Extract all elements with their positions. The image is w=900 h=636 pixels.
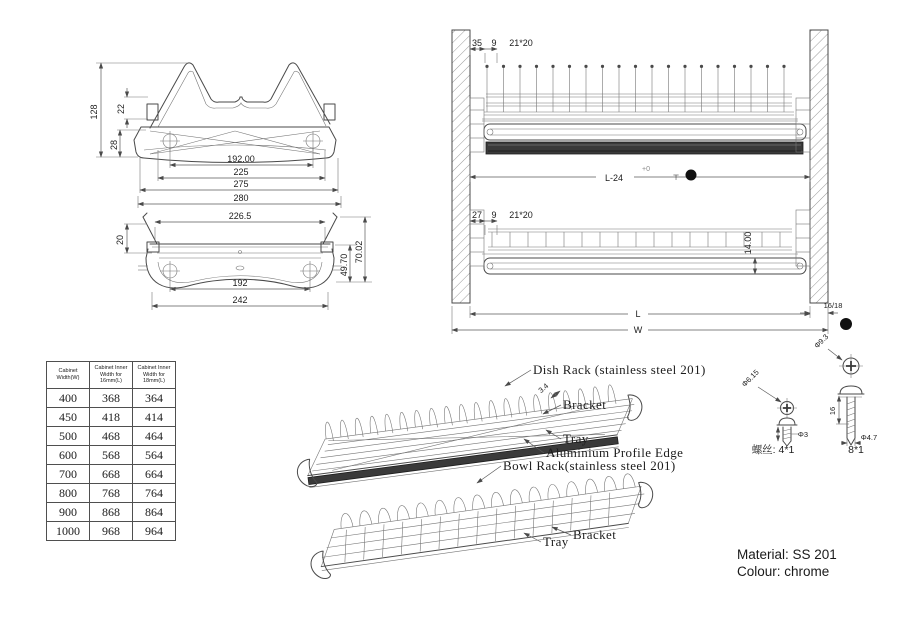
table-cell: 368 (90, 389, 133, 408)
dim-22: 22 (116, 103, 126, 115)
dim-head-dia-large: Φ9.3 (812, 332, 831, 351)
label-bowl-rack: Bowl Rack(stainless steel 201) (503, 458, 676, 473)
table-cell: 468 (90, 427, 133, 446)
table-header-inner-18: Cabinet Inner Width for 18mm(L) (133, 362, 176, 389)
table-cell: 418 (90, 408, 133, 427)
table-cell: 900 (47, 503, 90, 522)
table-cell: 364 (133, 389, 176, 408)
dim-21x20-bottom: 21*20 (509, 210, 533, 220)
datum-symbol: ⊤ (672, 173, 680, 182)
dim-226-5: 226.5 (228, 211, 252, 221)
filled-dot-marker (840, 318, 852, 330)
lower-tray-section (484, 258, 806, 274)
table-row (47, 522, 176, 541)
dim-14-00: 14.00 (743, 231, 753, 255)
right-wall (810, 30, 828, 303)
table-cell: 668 (90, 465, 133, 484)
label-screw-qty-large: 8*1 (848, 444, 864, 456)
table-row (47, 427, 176, 446)
table-cell: 464 (133, 427, 176, 446)
table-cell: 450 (47, 408, 90, 427)
table-cell: 600 (47, 446, 90, 465)
upper-tray-section (484, 124, 806, 154)
table-cell: 768 (90, 484, 133, 503)
table-cell: 964 (133, 522, 176, 541)
dim-21x20-top: 21*20 (509, 38, 533, 48)
dim-screw-length-large: 16 (828, 406, 837, 416)
table-cell: 864 (133, 503, 176, 522)
table-cell: 568 (90, 446, 133, 465)
dim-shaft-dia-small: Φ3 (797, 430, 809, 439)
dim-head-dia-small: Φ6.15 (739, 367, 761, 389)
material-note (737, 547, 837, 581)
dim-28: 28 (109, 139, 119, 151)
dim-l-24: L-24 (604, 173, 624, 183)
tray-front-view (115, 211, 372, 310)
dim-27: 27 (471, 210, 483, 220)
screw-details (740, 332, 877, 456)
dim-70-02: 70.02 (354, 240, 364, 264)
table-cell: 1000 (47, 522, 90, 541)
dim-16-18: 16/18 (823, 301, 843, 310)
left-wall (452, 30, 470, 303)
dim-l: L (635, 309, 641, 319)
table-row (47, 389, 176, 408)
table-row (47, 503, 176, 522)
label-tray-bottom: Tray (543, 534, 569, 549)
table-cell: 414 (133, 408, 176, 427)
dim-242: 242 (232, 295, 248, 305)
dim-192-00: 192.00 (227, 154, 255, 164)
table-row (47, 484, 176, 503)
table-row (47, 446, 176, 465)
bracket-front-view (89, 63, 341, 208)
dim-35: 35 (471, 38, 483, 48)
label-aluminium-profile-edge: Aluminium Profile Edge (546, 445, 684, 460)
cabinet-section-view (452, 30, 852, 335)
table-row (47, 465, 176, 484)
dim-l24-tolerance: +0 (642, 166, 650, 173)
label-bracket-bottom: Bracket (573, 527, 617, 542)
iso-bowl-rack (305, 471, 658, 581)
dim-192: 192 (232, 278, 248, 288)
filled-dot-marker (686, 170, 697, 181)
table-cell: 968 (90, 522, 133, 541)
dim-9-bottom: 9 (491, 210, 497, 220)
dim-w: W (633, 325, 643, 335)
dim-280: 280 (233, 193, 249, 203)
material-line: Material: SS 201 (737, 547, 837, 562)
label-screw-qty-small: 螺丝: 4*1 (751, 444, 795, 456)
dim-49-70: 49.70 (339, 253, 349, 277)
colour-line: Colour: chrome (737, 563, 830, 579)
table-cell: 400 (47, 389, 90, 408)
table-row (47, 408, 176, 427)
dish-rack-section (482, 65, 798, 121)
label-bracket-top: Bracket (563, 397, 607, 412)
dim-128: 128 (89, 104, 99, 120)
table-cell: 868 (90, 503, 133, 522)
table-cell: 564 (133, 446, 176, 465)
aluminium-profile-bar (486, 142, 803, 154)
dim-shaft-dia-large: Φ4.7 (860, 433, 878, 442)
table-header-row (47, 362, 176, 389)
table-header-inner-16: Cabinet Inner Width for 16mm(L) (90, 362, 133, 389)
table-cell: 664 (133, 465, 176, 484)
dim-9-top: 9 (491, 38, 497, 48)
table-header-cabinet-width: Cabinet Width(W) (47, 362, 90, 389)
dim-225: 225 (233, 167, 249, 177)
dim-275: 275 (233, 179, 249, 189)
table-cell: 700 (47, 465, 90, 484)
label-tray-top: Tray (563, 431, 589, 446)
table-cell: 764 (133, 484, 176, 503)
dim-3-4: 3.4 (536, 381, 551, 395)
cabinet-width-table (46, 361, 176, 541)
table-cell: 500 (47, 427, 90, 446)
dim-20: 20 (115, 234, 125, 246)
table-cell: 800 (47, 484, 90, 503)
label-dish-rack: Dish Rack (stainless steel 201) (533, 362, 706, 377)
